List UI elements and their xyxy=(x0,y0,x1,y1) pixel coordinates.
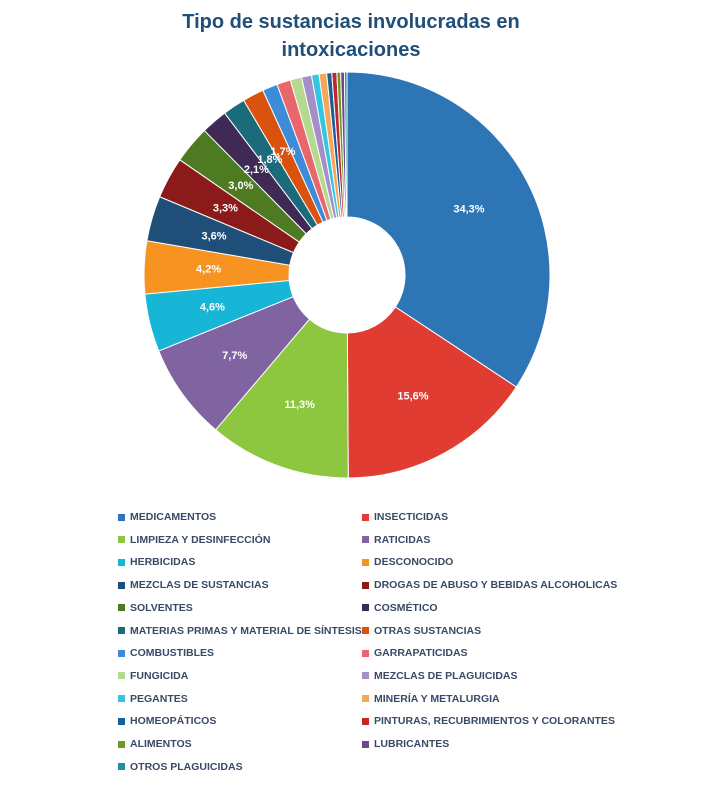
legend-swatch-2 xyxy=(118,536,125,543)
slice-label-3: 7,7% xyxy=(222,349,248,362)
legend-swatch-15 xyxy=(362,672,369,679)
legend-item-6 xyxy=(118,577,269,593)
legend-swatch-11 xyxy=(362,627,369,634)
legend-item-3 xyxy=(362,532,430,548)
legend-item-9 xyxy=(362,600,438,616)
legend-item-0 xyxy=(118,509,216,525)
legend-swatch-21 xyxy=(362,741,369,748)
legend-item-5 xyxy=(362,554,453,570)
legend-swatch-17 xyxy=(362,695,369,702)
legend-label-7: DROGAS DE ABUSO Y BEBIDAS ALCOHOLICAS xyxy=(374,579,618,592)
legend-label-5: DESCONOCIDO xyxy=(374,556,454,569)
legend-swatch-1 xyxy=(362,514,369,521)
legend-swatch-9 xyxy=(362,604,369,611)
legend-label-17: MINERÍA Y METALURGIA xyxy=(374,692,500,705)
legend-swatch-10 xyxy=(118,627,125,634)
legend-label-8: SOLVENTES xyxy=(130,601,193,614)
slice-label-9: 2,1% xyxy=(243,164,269,177)
slice-label-7: 3,3% xyxy=(212,202,238,215)
legend-swatch-7 xyxy=(362,582,369,589)
legend-label-22: OTROS PLAGUICIDAS xyxy=(130,760,243,773)
legend-swatch-14 xyxy=(118,672,125,679)
legend-label-10: MATERIAS PRIMAS Y MATERIAL DE SÍNTESIS xyxy=(130,624,362,637)
legend-item-1 xyxy=(362,509,448,525)
chart-title-line-1: Tipo de sustancias involucradas en xyxy=(182,11,520,33)
legend-label-1: INSECTICIDAS xyxy=(374,511,449,523)
legend-item-16 xyxy=(118,691,188,707)
legend-label-19: PINTURAS, RECUBRIMIENTOS Y COLORANTES xyxy=(374,715,615,728)
legend-swatch-8 xyxy=(118,604,125,611)
legend-item-17 xyxy=(362,691,500,707)
legend-label-18: HOMEOPÁTICOS xyxy=(130,715,217,728)
legend-item-4 xyxy=(118,554,195,570)
legend-label-4: HERBICIDAS xyxy=(130,556,196,569)
legend-item-10 xyxy=(118,623,362,639)
legend-swatch-5 xyxy=(362,559,369,566)
legend-swatch-19 xyxy=(362,718,369,725)
legend-swatch-20 xyxy=(118,741,125,748)
legend-label-3: RATICIDAS xyxy=(374,533,431,546)
legend-label-9: COSMÉTICO xyxy=(374,601,438,614)
legend-item-12 xyxy=(118,645,214,661)
legend-swatch-4 xyxy=(118,559,125,566)
chart-title-line-2: intoxicaciones xyxy=(281,39,421,61)
legend-item-19 xyxy=(362,713,615,729)
legend-label-20: ALIMENTOS xyxy=(130,738,192,750)
slice-label-0: 34,3% xyxy=(453,203,485,216)
slice-label-6: 3,6% xyxy=(201,230,227,243)
legend-item-11 xyxy=(362,623,481,639)
legend-label-14: FUNGICIDA xyxy=(130,669,189,682)
legend-label-0: MEDICAMENTOS xyxy=(130,511,217,523)
legend-label-11: OTRAS SUSTANCIAS xyxy=(374,624,482,637)
legend-item-2 xyxy=(118,532,270,548)
legend-item-20 xyxy=(118,736,192,752)
legend-label-12: COMBUSTIBLES xyxy=(130,647,214,660)
legend-item-8 xyxy=(118,600,193,616)
legend-item-18 xyxy=(118,713,216,729)
legend-swatch-18 xyxy=(118,718,125,725)
legend-label-6: MEZCLAS DE SUSTANCIAS xyxy=(130,579,269,592)
legend-swatch-16 xyxy=(118,695,125,702)
legend-swatch-12 xyxy=(118,650,125,657)
legend-swatch-22 xyxy=(118,763,125,770)
legend-swatch-3 xyxy=(362,536,369,543)
slice-label-4: 4,6% xyxy=(199,301,225,314)
legend-label-16: PEGANTES xyxy=(130,692,188,705)
legend-swatch-0 xyxy=(118,514,125,521)
slice-label-1: 15,6% xyxy=(397,390,429,403)
slice-label-10: 1,8% xyxy=(257,153,283,166)
slice-label-11: 1,7% xyxy=(270,146,296,159)
legend-item-21 xyxy=(362,736,449,752)
legend-item-15 xyxy=(362,668,518,684)
slice-label-5: 4,2% xyxy=(196,263,222,276)
legend-item-13 xyxy=(362,645,468,661)
legend-swatch-13 xyxy=(362,650,369,657)
legend-item-14 xyxy=(118,668,188,684)
legend-label-21: LUBRICANTES xyxy=(374,738,450,750)
slice-label-2: 11,3% xyxy=(284,399,315,412)
legend-item-7 xyxy=(362,577,617,593)
legend-swatch-6 xyxy=(118,582,125,589)
legend-label-15: MEZCLAS DE PLAGUICIDAS xyxy=(374,669,518,682)
legend-label-2: LIMPIEZA Y DESINFECCIÓN xyxy=(130,533,271,546)
legend-item-22 xyxy=(118,759,243,775)
slice-label-8: 3,0% xyxy=(228,179,254,192)
legend-label-13: GARRAPATICIDAS xyxy=(374,647,468,660)
